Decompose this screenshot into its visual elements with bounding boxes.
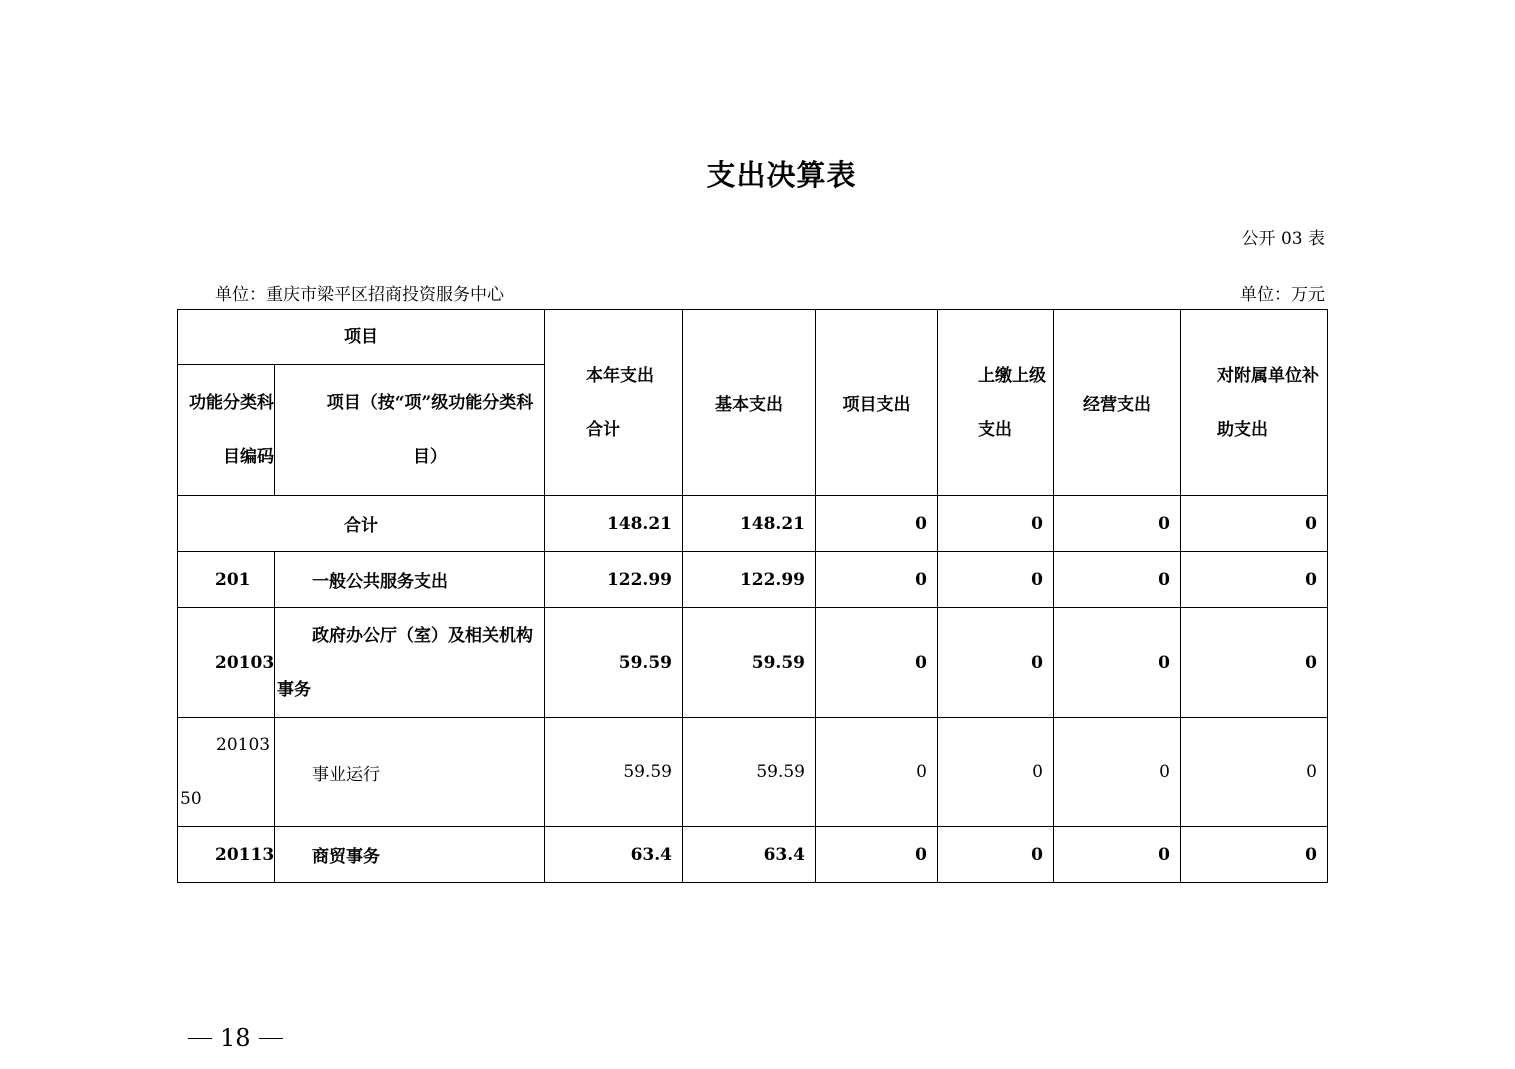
row-name-cell: [275, 608, 545, 718]
row-code: 20103: [178, 608, 275, 718]
row-value: 0: [1181, 552, 1328, 608]
header-func-code-text: 功能分类科目编码: [189, 393, 274, 467]
total-value: 0: [1054, 496, 1181, 552]
row-value: 0: [938, 827, 1054, 883]
row-value: 59.59: [545, 718, 683, 827]
table-row: [178, 827, 1328, 883]
row-value: 59.59: [683, 608, 816, 718]
row-value: 63.4: [545, 827, 683, 883]
header-business: 经营支出: [1054, 310, 1181, 496]
table-row: [178, 552, 1328, 608]
footer-dash-right: [259, 1038, 283, 1039]
row-value: 0: [816, 827, 938, 883]
header-total: [545, 310, 683, 496]
row-value: 0: [816, 718, 938, 827]
row-value: 59.59: [545, 608, 683, 718]
row-name: 政府办公厅（室）及相关机构事务: [277, 625, 533, 700]
row-value: 0: [1181, 718, 1328, 827]
total-label: 合计: [178, 496, 545, 552]
row-name: 一般公共服务支出: [275, 552, 545, 608]
unit-organization: 单位：重庆市梁平区招商投资服务中心: [215, 285, 504, 305]
header-func-code: [178, 365, 275, 496]
form-number: 公开 03 表: [1241, 229, 1325, 249]
table-row: [178, 718, 1328, 827]
row-code: 20113: [178, 827, 275, 883]
footer-dash-left: [188, 1038, 212, 1039]
row-name: 商贸事务: [275, 827, 545, 883]
header-item-name: [275, 365, 545, 496]
row-value: 0: [938, 552, 1054, 608]
total-value: 0: [816, 496, 938, 552]
header-project: 项目支出: [816, 310, 938, 496]
expenditure-table: [177, 309, 1328, 883]
row-value: 0: [1054, 552, 1181, 608]
total-value: 0: [938, 496, 1054, 552]
row-value: 63.4: [683, 827, 816, 883]
page-title: 支出决算表: [706, 158, 857, 192]
row-value: 59.59: [683, 718, 816, 827]
row-value: 0: [816, 552, 938, 608]
header-remit-text: 上缴上级支出: [978, 365, 1046, 440]
row-value: 0: [816, 608, 938, 718]
total-value: 148.21: [545, 496, 683, 552]
row-code: 201: [178, 552, 275, 608]
row-value: 0: [938, 718, 1054, 827]
row-code: 2010350: [180, 735, 271, 809]
page-footer: [180, 1024, 291, 1052]
row-value: 0: [1054, 827, 1181, 883]
header-remit: [938, 310, 1054, 496]
row-value: 0: [1181, 608, 1328, 718]
total-row: [178, 496, 1328, 552]
row-code-cell: [178, 718, 275, 827]
table-row: [178, 608, 1328, 718]
row-value: 0: [1054, 718, 1181, 827]
total-value: 148.21: [683, 496, 816, 552]
page-number: 18: [220, 1024, 251, 1052]
row-value: 122.99: [683, 552, 816, 608]
header-item-group: 项目: [178, 310, 545, 365]
row-value: 0: [1054, 608, 1181, 718]
header-basic: 基本支出: [683, 310, 816, 496]
row-value: 0: [938, 608, 1054, 718]
row-value: 0: [1181, 827, 1328, 883]
row-value: 122.99: [545, 552, 683, 608]
total-value: 0: [1181, 496, 1328, 552]
unit-currency: 单位：万元: [1240, 285, 1325, 305]
header-total-text: 本年支出合计: [586, 365, 654, 440]
header-item-name-text: 项目（按“项”级功能分类科目）: [326, 393, 534, 467]
header-subsidy: [1181, 310, 1328, 496]
row-name: 事业运行: [275, 718, 545, 827]
header-subsidy-text: 对附属单位补助支出: [1217, 365, 1319, 440]
